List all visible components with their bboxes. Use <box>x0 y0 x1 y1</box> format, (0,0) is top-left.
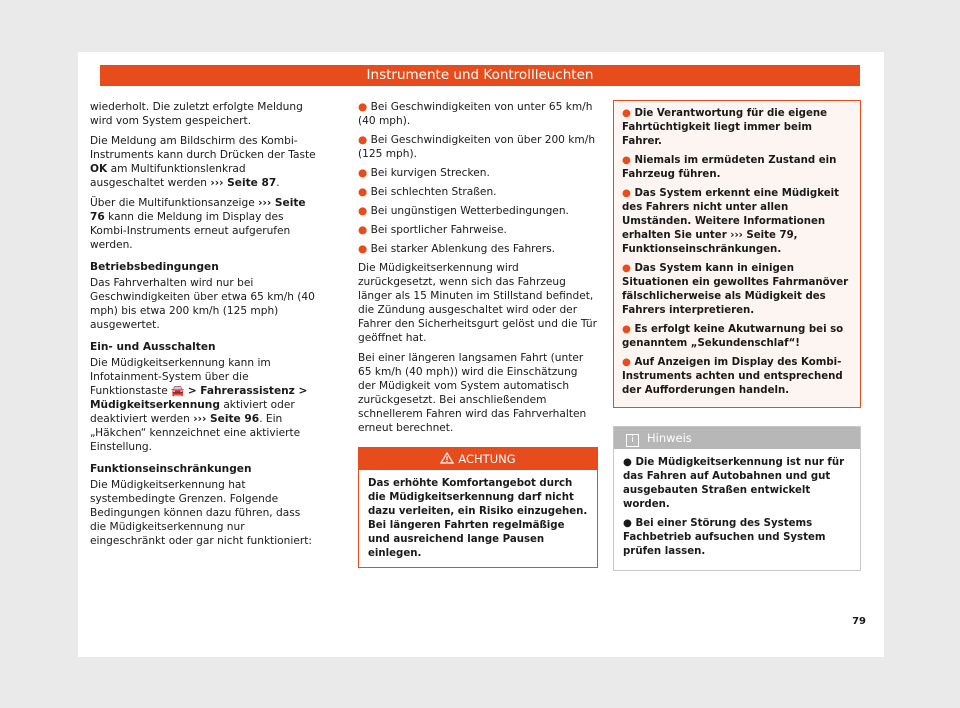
list-item: ● Die Müdigkeitserkennung ist nur für das Fahren auf Autobahnen und gut ausgebauten Straßen entwickelt worden. <box>623 457 845 510</box>
info-icon: i <box>626 434 639 447</box>
bullet-icon: ● <box>622 188 631 199</box>
paragraph: Das Fahrverhalten wird nur bei Geschwindigkeiten über etwa 65 km/h (40 mph) bis etwa 200 km/h (125 mph) ausgewertet. <box>90 277 315 331</box>
paragraph: Die Müdigkeitserkennung wird zurückgesetzt, wenn sich das Fahrzeug länger als 15 Minuten im Stillstand befindet, die Zündung ausgeschaltet wird oder der Fahrer den Sicherheitsgurt gelöst und die Tür geöffnet hat. <box>358 262 597 344</box>
list-item: ● Bei sportlicher Fahrweise. <box>358 224 507 236</box>
warning-header <box>359 448 597 470</box>
right-column <box>613 100 861 571</box>
hint-box <box>613 426 861 571</box>
middle-column <box>358 100 598 568</box>
bullet-icon: ● <box>358 243 368 255</box>
list-item: ● Niemals im ermüdeten Zustand ein Fahrzeug führen. <box>622 155 837 180</box>
warning-title: ACHTUNG <box>458 452 516 466</box>
paragraph: Die Müdigkeitserkennung kann im Infotainment-System über die Funktionstaste 🚘 > Fahrerassistenz > Müdigkeitserkennung aktiviert oder deaktiviert werden ››› Seite 96. Ein „Häkchen“ kennzeichnet eine aktivierte Einstellung. <box>90 357 308 453</box>
subheading: Betriebsbedingungen <box>90 261 219 273</box>
bullet-icon: ● <box>622 263 631 274</box>
bullet-icon: ● <box>622 357 631 368</box>
list-item: ● Die Verantwortung für die eigene Fahrtüchtigkeit liegt immer beim Fahrer. <box>622 108 828 147</box>
hint-title: Hinweis <box>647 431 692 445</box>
bullet-icon: ● <box>622 155 631 166</box>
section-title: Instrumente und Kontrollleuchten <box>366 67 594 83</box>
bullet-icon: ● <box>622 324 631 335</box>
warning-triangle-icon <box>440 452 454 464</box>
bullet-icon: ● <box>358 101 368 113</box>
hint-header <box>614 427 860 449</box>
hint-body <box>614 449 860 570</box>
paragraph: Die Meldung am Bildschirm des Kombi-Instruments kann durch Drücken der Taste OK am Multifunktionslenkrad ausgeschaltet werden ››› Seite 87. <box>90 135 316 189</box>
warning-box <box>358 447 598 568</box>
bullet-icon: ● <box>622 108 631 119</box>
warning-text: Das erhöhte Komfortangebot durch die Müdigkeitserkennung darf nicht dazu verleiten, ein Risiko einzugehen. Bei längeren Fahrten regelmäßige und ausreichend lange Pausen einlegen. <box>368 478 588 559</box>
list-item: ● Das System erkennt eine Müdigkeit des Fahrers nicht unter allen Umständen. Weitere Informationen erhalten Sie unter ››› Seite 79, Funktionseinschränkungen. <box>622 188 839 255</box>
bullet-icon: ● <box>358 167 368 179</box>
left-column <box>90 100 318 554</box>
paragraph: Die Müdigkeitserkennung hat systembedingte Grenzen. Folgende Bedingungen können dazu führen, dass die Müdigkeitserkennung nur eingeschränkt oder gar nicht funktioniert: <box>90 479 312 547</box>
list-item: ● Es erfolgt keine Akutwarnung bei so genanntem „Sekundenschlaf“! <box>622 324 844 349</box>
manual-page <box>78 52 884 657</box>
list-item: ● Bei schlechten Straßen. <box>358 186 497 198</box>
bullet-icon: ● <box>358 224 368 236</box>
subheading: Ein- und Ausschalten <box>90 341 216 353</box>
subheading: Funktionseinschränkungen <box>90 463 252 475</box>
page-reference-link[interactable]: ››› Seite 87 <box>210 177 277 189</box>
list-item: ● Bei kurvigen Strecken. <box>358 167 490 179</box>
list-item: ● Das System kann in einigen Situationen ein gewolltes Fahrmanöver fälschlicherweise als Müdigkeit des Fahrers interpretieren. <box>622 263 849 316</box>
page-reference-link[interactable]: ››› Seite 76 <box>90 197 306 223</box>
bullet-icon: ● <box>358 134 368 146</box>
section-header <box>100 65 860 86</box>
paragraph: wiederholt. Die zuletzt erfolgte Meldung wird vom System gespeichert. <box>90 101 303 127</box>
bullet-icon: ● <box>623 518 632 529</box>
list-item: ● Bei ungünstigen Wetterbedingungen. <box>358 205 569 217</box>
bullet-icon: ● <box>623 457 632 468</box>
paragraph: Bei einer längeren langsamen Fahrt (unter 65 km/h (40 mph)) wird die Einschätzung der Müdigkeit vom System automatisch zurückgesetzt. Bei anschließendem schnellerem Fahren wird das Fahrverhalten erneut berechnet. <box>358 352 587 434</box>
ok-button-icon: OK <box>90 163 108 175</box>
list-item: ● Auf Anzeigen im Display des Kombi-Instruments achten und entsprechend der Aufforderungen handeln. <box>622 357 843 396</box>
bullet-icon: ● <box>358 186 368 198</box>
menu-path: > Fahrerassistenz > Müdigkeitserkennung <box>90 385 308 411</box>
bullet-icon: ● <box>358 205 368 217</box>
list-item: ● Bei Geschwindigkeiten von unter 65 km/h (40 mph). <box>358 101 593 127</box>
list-item: ● Bei einer Störung des Systems Fachbetrieb aufsuchen und System prüfen lassen. <box>623 518 826 557</box>
page-reference-link[interactable]: ››› Seite 96 <box>193 413 260 425</box>
paragraph: Über die Multifunktionsanzeige ››› Seite 76 kann die Meldung im Display des Kombi-Instruments erneut aufgerufen werden. <box>90 197 306 251</box>
warning-continued-box <box>613 100 861 408</box>
list-item: ● Bei starker Ablenkung des Fahrers. <box>358 243 556 255</box>
list-item: ● Bei Geschwindigkeiten von über 200 km/h (125 mph). <box>358 134 596 160</box>
page-reference-link[interactable]: ››› Seite 79, Funktionseinschränkungen <box>622 230 798 255</box>
car-menu-icon: 🚘 <box>171 385 185 397</box>
page-number: 79 <box>852 616 866 627</box>
